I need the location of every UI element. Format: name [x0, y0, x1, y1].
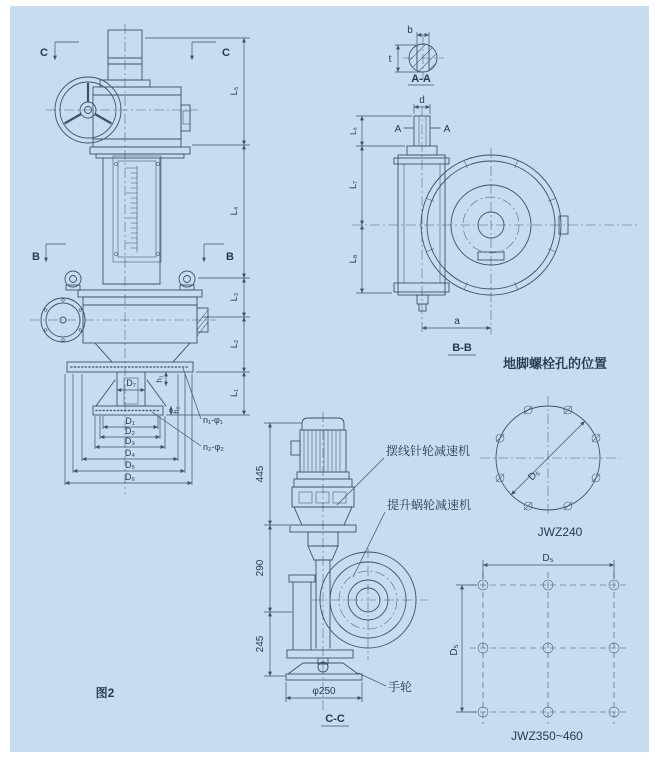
dim-245: 245 — [255, 635, 266, 653]
dim-L7: L₇ — [348, 180, 358, 190]
dim-bolt-circle-D5: D₅ — [526, 467, 543, 484]
dim-key-depth-t: t — [388, 54, 392, 65]
dim-L2: L₂ — [229, 339, 239, 349]
section-cc-view — [255, 412, 471, 726]
section-marker-c-right: C — [222, 47, 230, 59]
view-bb — [348, 95, 638, 355]
foundation-layouts — [449, 356, 630, 743]
dim-h2: h₂ — [172, 406, 181, 414]
dim-L1: L₁ — [229, 388, 239, 398]
callout-n2-phi2: n₂-φ₂ — [203, 442, 224, 452]
section-label-aa: A-A — [411, 73, 431, 85]
jwz350-460-square — [449, 553, 630, 743]
dim-445: 445 — [255, 465, 266, 483]
dim-D6: D₆ — [124, 472, 136, 482]
dim-L8: L₈ — [348, 254, 358, 264]
label-lifting-worm-reducer: 提升蜗轮减速机 — [387, 498, 472, 512]
position-scale — [113, 156, 161, 262]
section-marker-b-right: B — [226, 251, 234, 263]
dim-L6: L₆ — [349, 127, 358, 135]
section-label-bb: B-B — [452, 342, 472, 354]
dim-a: a — [454, 316, 460, 327]
dim-D4: D₄ — [124, 448, 136, 458]
dim-D5: D₅ — [124, 460, 136, 470]
section-marker-a-right: A — [443, 124, 451, 135]
label-handwheel: 手轮 — [388, 680, 413, 694]
dim-D2: D₂ — [125, 426, 135, 436]
section-aa-view — [389, 25, 444, 85]
dim-290: 290 — [255, 559, 266, 577]
dim-L3: L₃ — [229, 292, 239, 302]
dim-shaft-d: d — [419, 95, 425, 106]
dim-h1: h₁ — [155, 375, 164, 383]
dim-D3: D₃ — [124, 436, 136, 446]
figure-caption: 图2 — [95, 686, 115, 700]
dim-key-width-b: b — [407, 25, 413, 36]
dim-D1: D₁ — [125, 416, 135, 426]
callout-n1-phi1: n₁-φ₁ — [203, 415, 223, 425]
foundation-title: 地脚螺栓孔的位置 — [502, 356, 608, 371]
section-marker-b-left: B — [32, 251, 40, 263]
jwz240-bolt-circle — [480, 396, 620, 539]
dim-square-height-D5: D₅ — [449, 644, 460, 656]
main-elevation-view — [30, 24, 216, 494]
drawing-panel — [10, 6, 649, 752]
lifting-eyes — [65, 271, 195, 290]
section-marker-a-left: A — [394, 124, 402, 135]
dim-square-width-D5: D₅ — [542, 553, 554, 564]
model-jwz350-460: JWZ350~460 — [511, 729, 583, 743]
dim-D7: D₇ — [126, 378, 136, 388]
label-cycloidal-reducer: 摆线针轮减速机 — [386, 444, 471, 458]
model-jwz240: JWZ240 — [537, 525, 583, 539]
section-label-cc: C-C — [325, 713, 345, 725]
section-marker-c-left: C — [40, 47, 48, 59]
dim-handwheel-dia: φ250 — [312, 686, 336, 697]
main-view-dimensions — [32, 38, 250, 485]
dim-L4: L₄ — [229, 206, 239, 216]
dim-L5: L₅ — [229, 86, 239, 96]
